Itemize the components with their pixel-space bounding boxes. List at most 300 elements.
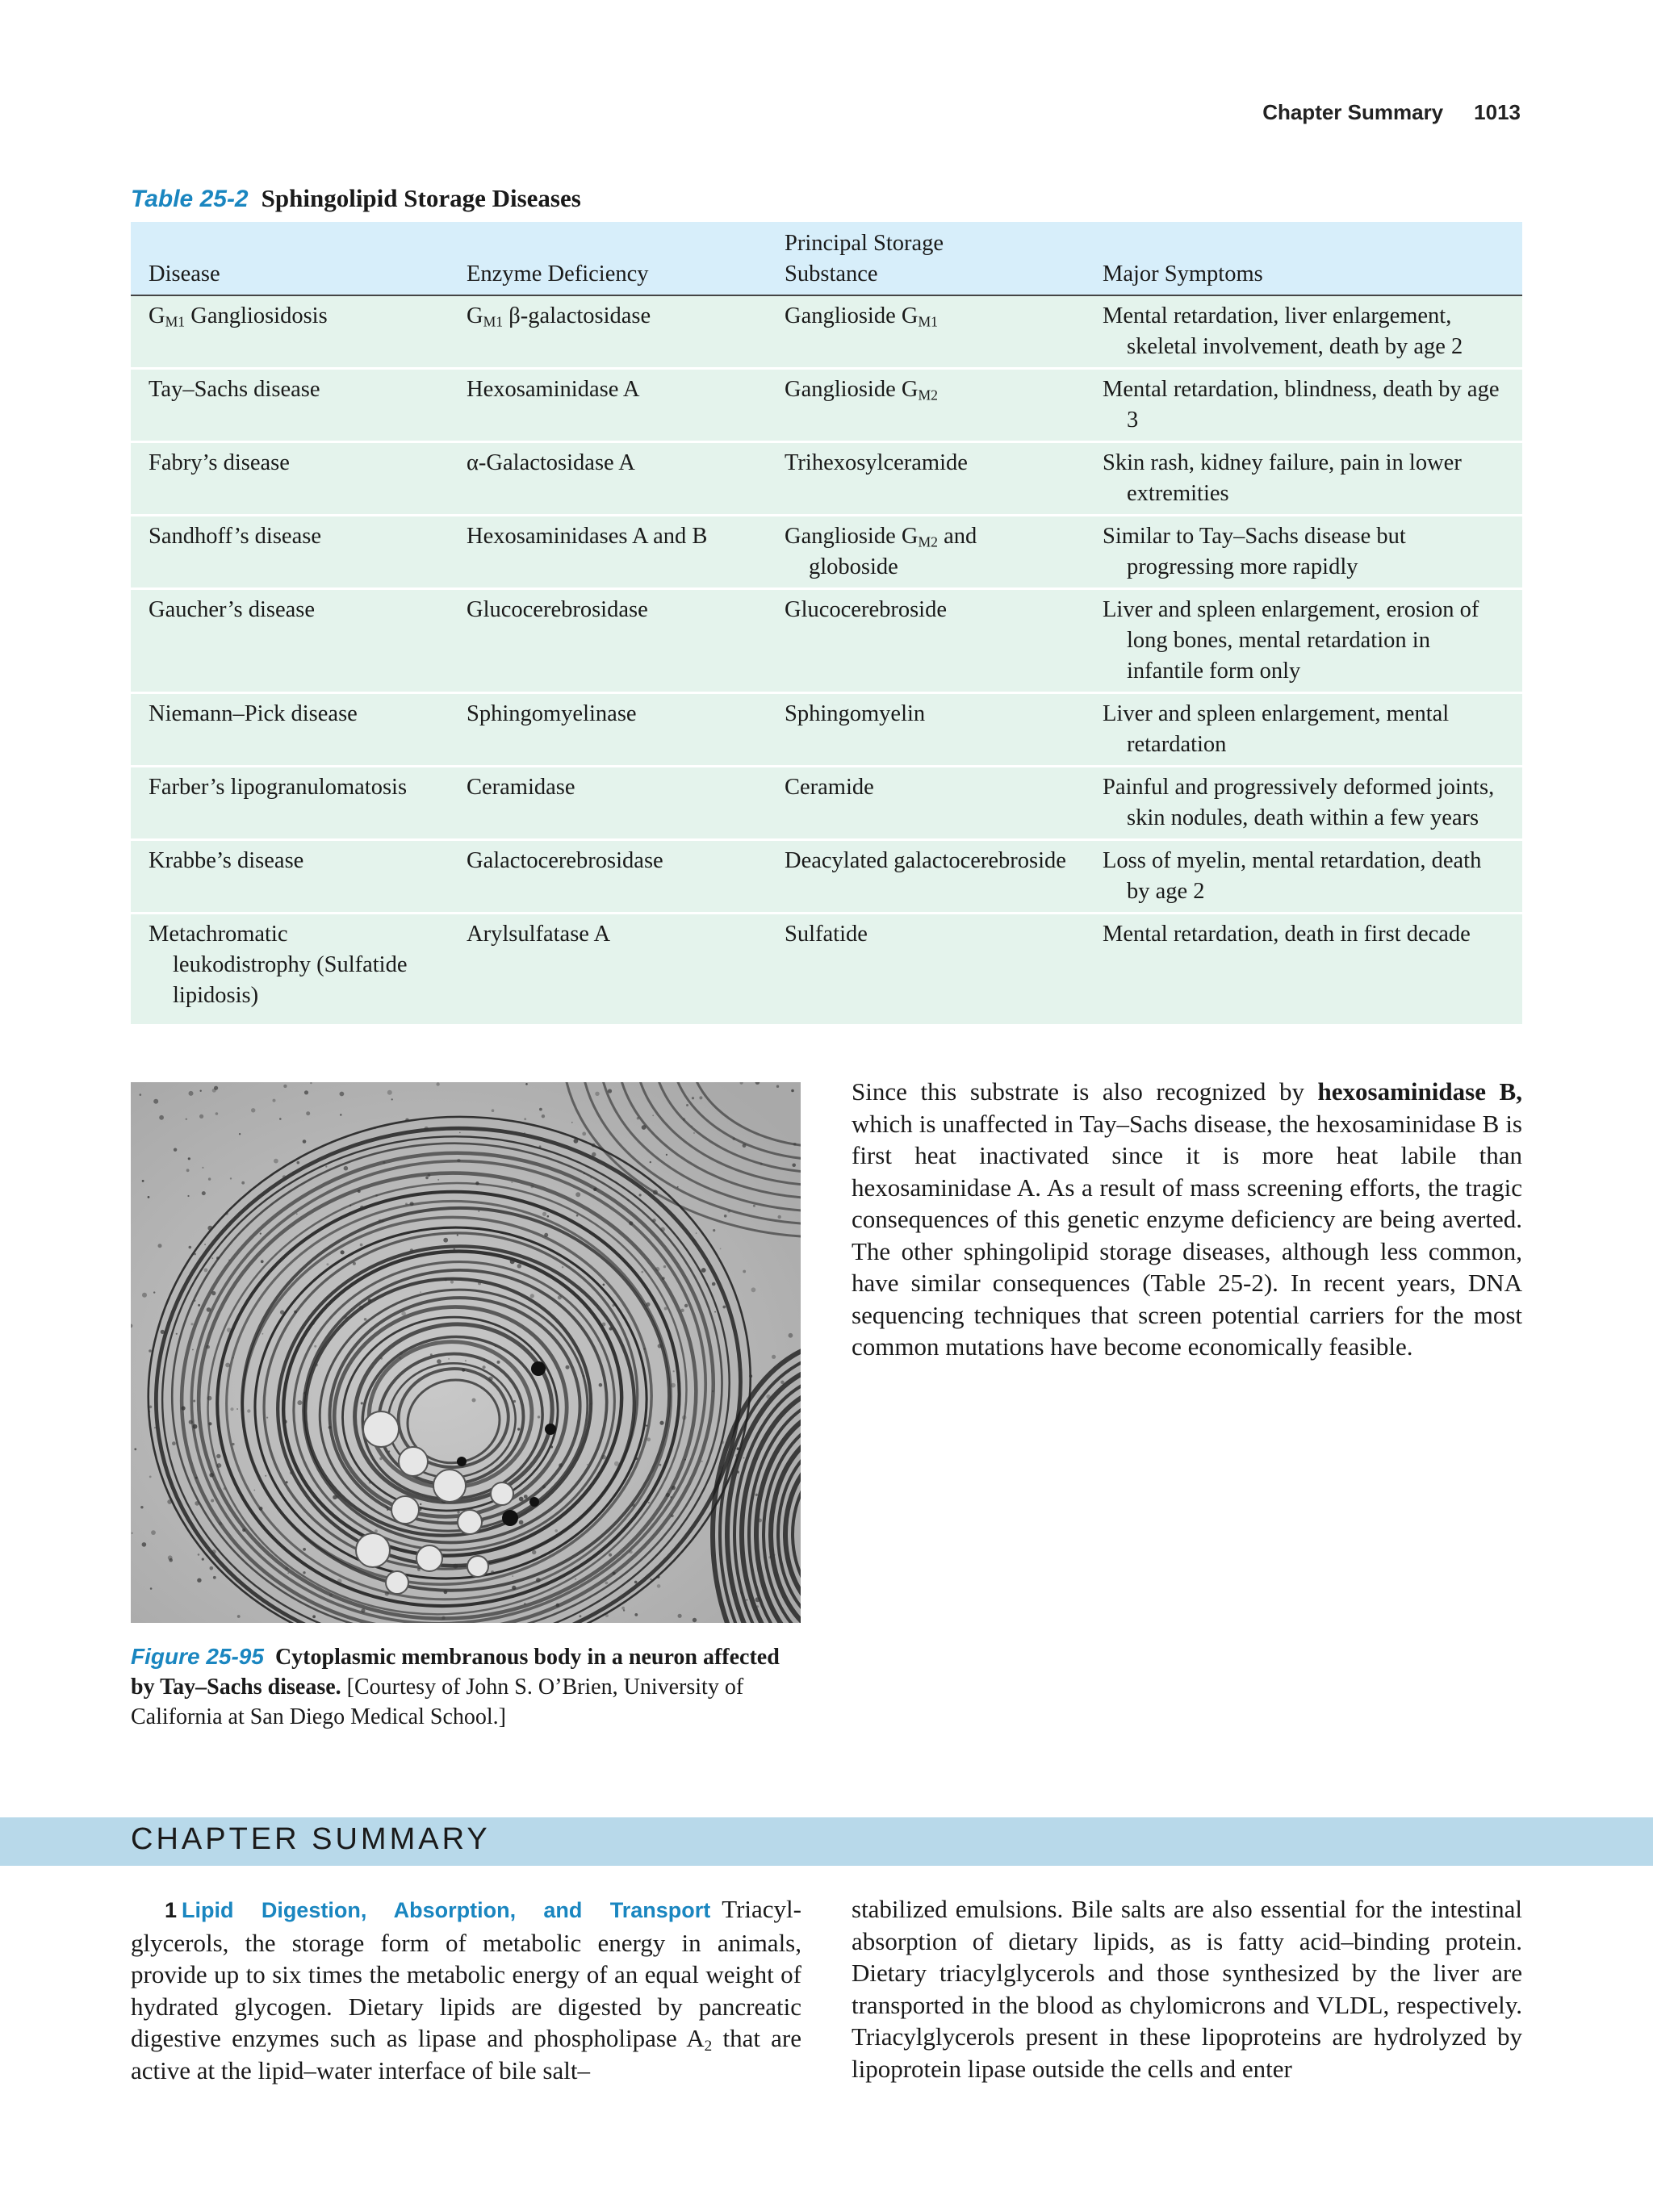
granule (287, 1572, 289, 1574)
granule (590, 1403, 592, 1405)
granule (666, 1154, 667, 1156)
granule (437, 1359, 441, 1364)
granule (340, 1092, 345, 1097)
granule (584, 1173, 585, 1174)
granule (187, 1195, 189, 1197)
granule (749, 1374, 752, 1378)
granule (612, 1304, 614, 1307)
granule (671, 1383, 676, 1388)
granule (340, 1114, 341, 1115)
granule (538, 1415, 540, 1418)
vesicle (491, 1482, 513, 1505)
granule (693, 1618, 697, 1622)
granule (544, 1233, 548, 1237)
granule (368, 1298, 371, 1302)
granule (587, 1464, 588, 1466)
granule (237, 1615, 241, 1618)
granule (680, 1309, 684, 1312)
granule (241, 1181, 245, 1185)
granule (279, 1118, 282, 1120)
cell-disease: Gaucher’s disease (131, 589, 449, 693)
granule (170, 1482, 174, 1485)
granule (186, 1119, 187, 1120)
granule (575, 1192, 580, 1197)
granule (655, 1267, 660, 1272)
granule (193, 1400, 195, 1403)
granule (149, 1476, 152, 1478)
granule (512, 1586, 516, 1590)
granule (479, 1211, 480, 1212)
granule (303, 1139, 307, 1144)
granule (174, 1148, 177, 1152)
granule (361, 1402, 363, 1404)
granule (306, 1111, 310, 1115)
granule (194, 1300, 195, 1302)
granule (310, 1082, 312, 1084)
granule (650, 1161, 651, 1163)
vesicle (467, 1556, 488, 1577)
summary-left-column: 1 Lipid Digestion, Absorption, and Transport Triacylglycerols, the storage form of metabolic energy in animals, provide up to six times the metabolic energy of an equal weight of hydrated glycogen. Dietary lipids are digested by pancreatic digestive enzymes such as lipase and phospholipase $A_2$ that are active at the lipid–water interface of bile salt– (131, 1895, 802, 2084)
granule (303, 1571, 305, 1574)
cell-substance: Ganglioside $G_{M2}$ (767, 369, 1085, 442)
cell-enzyme: Hexosaminidase A (449, 369, 767, 442)
cell-disease: Krabbe’s disease (131, 840, 449, 914)
granule (554, 1529, 558, 1533)
granule (341, 1250, 345, 1254)
granule (699, 1096, 702, 1099)
granule (312, 1615, 316, 1618)
granule (375, 1529, 378, 1533)
granule (211, 1549, 216, 1553)
granule (574, 1139, 579, 1144)
granule (261, 1260, 264, 1263)
granule (746, 1599, 747, 1601)
cell-disease: Niemann–Pick disease (131, 693, 449, 767)
summary-section-title: Lipid Digestion, Absorption, and Transport (182, 1898, 711, 1922)
granule (648, 1502, 650, 1503)
granule (151, 1530, 156, 1535)
granule (692, 1239, 696, 1243)
granule (642, 1125, 647, 1130)
granule (755, 1494, 758, 1496)
granule (609, 1327, 613, 1330)
granule (673, 1370, 675, 1372)
granule (575, 1579, 576, 1580)
granule (672, 1486, 676, 1490)
granule (194, 1253, 196, 1256)
sphingolipid-storage-table (131, 222, 1522, 1024)
granule (593, 1188, 596, 1191)
granule (202, 1558, 204, 1561)
granule (349, 1205, 351, 1206)
granule (297, 1161, 300, 1165)
granule (189, 1420, 193, 1424)
granule (208, 1422, 211, 1425)
granule (629, 1221, 633, 1225)
granule (296, 1213, 298, 1215)
granule (478, 1282, 481, 1285)
table-row (131, 767, 1522, 840)
granule (583, 1375, 585, 1378)
dense-granule (502, 1510, 518, 1526)
granule (168, 1555, 173, 1560)
granule (294, 1311, 297, 1314)
granule (691, 1126, 693, 1127)
granule (517, 1264, 521, 1268)
cell-substance: Glucocerebroside (767, 589, 1085, 693)
cell-enzyme: α-Galactosidase A (449, 442, 767, 516)
granule (232, 1443, 234, 1445)
cell-enzyme: Galactocerebrosidase (449, 840, 767, 914)
granule (219, 1522, 223, 1526)
granule (444, 1590, 448, 1594)
granule (262, 1333, 264, 1335)
granule (149, 1349, 152, 1353)
granule (513, 1400, 516, 1403)
granule (639, 1194, 642, 1196)
dense-granule (531, 1361, 546, 1376)
granule (634, 1613, 638, 1616)
granule (512, 1575, 513, 1577)
granule (388, 1450, 390, 1452)
granule (424, 1127, 429, 1131)
granule (228, 1260, 230, 1261)
granule (140, 1506, 143, 1508)
granule (225, 1363, 230, 1368)
granule (211, 1257, 213, 1259)
granule (303, 1548, 306, 1551)
cell-enzyme: Hexosaminidases A and B (449, 516, 767, 589)
cell-symptoms: Liver and spleen enlargement, erosion of long bones, mental retardation in infantile form only (1085, 589, 1522, 693)
granule (361, 1608, 365, 1612)
granule (592, 1144, 596, 1148)
granule (204, 1244, 206, 1245)
granule (658, 1344, 662, 1348)
granule (683, 1118, 685, 1120)
granule (195, 1477, 198, 1479)
granule (200, 1090, 202, 1092)
granule (190, 1323, 193, 1325)
granule (202, 1191, 206, 1195)
granule (678, 1614, 682, 1618)
granule (562, 1266, 563, 1268)
granule (450, 1280, 454, 1283)
granule (525, 1083, 528, 1085)
granule (207, 1226, 212, 1231)
granule (325, 1165, 327, 1167)
granule (374, 1127, 376, 1129)
granule (153, 1291, 155, 1293)
granule (443, 1238, 448, 1243)
header-substance-line2: Substance (785, 261, 878, 286)
cell-symptoms: Liver and spleen enlargement, mental retardation (1085, 693, 1522, 767)
table-row (131, 693, 1522, 767)
cell-disease: $G_{M1}$ Gangliosidosis (131, 295, 449, 369)
granule (190, 1272, 191, 1273)
granule (207, 1307, 211, 1312)
granule (778, 1215, 781, 1219)
header-enzyme: Enzyme Deficiency (449, 222, 767, 295)
granule (652, 1219, 655, 1222)
granule (739, 1369, 742, 1371)
granule (358, 1190, 361, 1193)
granule (511, 1181, 513, 1183)
granule (379, 1219, 382, 1223)
granule (682, 1415, 687, 1420)
granule (462, 1227, 464, 1229)
granule (315, 1363, 318, 1366)
granule (253, 1490, 255, 1491)
granule (380, 1357, 383, 1360)
granule (428, 1174, 431, 1177)
granule (148, 1196, 150, 1198)
granule (154, 1427, 156, 1428)
granule (743, 1144, 747, 1148)
vesicle (386, 1571, 408, 1594)
dense-granule (545, 1424, 556, 1435)
granule (247, 1409, 250, 1412)
header-substance-line1: Principal Storage (785, 231, 944, 256)
granule (182, 1406, 186, 1410)
granule (701, 1461, 703, 1462)
granule (251, 1108, 255, 1112)
granule (646, 1424, 647, 1426)
vesicle (433, 1470, 466, 1502)
granule (198, 1304, 200, 1307)
granule (189, 1246, 192, 1249)
micrograph-drawing (131, 1082, 801, 1623)
granule (737, 1447, 740, 1450)
granule (531, 1349, 533, 1350)
granule (735, 1453, 739, 1457)
granule (641, 1271, 643, 1273)
cell-disease: Farber’s lipogranulomatosis (131, 767, 449, 840)
granule (211, 1291, 216, 1295)
granule (282, 1420, 287, 1424)
cell-substance: Ganglioside $G_{M2}$ and globoside (767, 516, 1085, 589)
granule (722, 1472, 723, 1474)
granule (387, 1090, 392, 1095)
granule (142, 1542, 147, 1547)
granule (457, 1159, 460, 1162)
granule (684, 1459, 686, 1461)
granule (290, 1471, 293, 1474)
granule (530, 1185, 534, 1188)
granule (239, 1133, 241, 1135)
granule (150, 1587, 153, 1590)
granule (329, 1594, 333, 1597)
granule (605, 1582, 609, 1585)
cell-symptoms: Mental retardation, liver enlargement, skeletal involvement, death by age 2 (1085, 295, 1522, 369)
granule (387, 1509, 388, 1511)
cell-symptoms: Skin rash, kidney failure, pain in lower extremities (1085, 442, 1522, 516)
cell-enzyme: Glucocerebrosidase (449, 589, 767, 693)
granule (303, 1392, 306, 1395)
table-header-row (131, 222, 1522, 295)
granule (670, 1496, 672, 1499)
granule (686, 1104, 688, 1106)
granule (579, 1615, 581, 1617)
cell-substance: Trihexosylceramide (767, 442, 1085, 516)
cell-substance: Sphingomyelin (767, 693, 1085, 767)
granule (517, 1428, 520, 1430)
granule (383, 1161, 385, 1164)
granule (359, 1306, 364, 1311)
granule (369, 1481, 372, 1484)
granule (420, 1503, 421, 1505)
body-paragraph: Since this substrate is also recognized by hexosaminidase B, which is unaffected in Tay–Sachs disease, the hexosaminidase B is first heat inactivated since it is more heat labile than hexosaminidase A. As a result of mass screening efforts, the tragic consequences of this genetic enzyme deficiency are being averted. The other sphingolipid storage diseases, although less common, have similar consequences (Table 25-2). In recent years, DNA sequencing techniques that screen potential carriers for the most common mutations have become economically feasible. (852, 1077, 1522, 1361)
granule (536, 1578, 541, 1583)
granule (646, 1303, 650, 1307)
granule (285, 1566, 288, 1570)
granule (280, 1310, 284, 1314)
granule (510, 1259, 515, 1264)
granule (576, 1215, 579, 1217)
table-row (131, 589, 1522, 693)
granule (664, 1307, 667, 1311)
granule (186, 1169, 190, 1172)
granule (204, 1269, 208, 1273)
granule (382, 1219, 384, 1222)
granule (637, 1117, 639, 1119)
granule (657, 1575, 660, 1579)
granule (495, 1344, 497, 1347)
granule (743, 1270, 746, 1273)
granule (311, 1321, 315, 1325)
vesicle (356, 1533, 390, 1567)
granule (755, 1597, 760, 1602)
granule (666, 1493, 670, 1497)
granule (559, 1463, 563, 1467)
granule (197, 1579, 201, 1583)
granule (599, 1383, 603, 1387)
granule (524, 1495, 528, 1499)
granule (448, 1358, 450, 1360)
granule (651, 1579, 652, 1580)
granule (753, 1205, 755, 1207)
cell-enzyme: Arylsulfatase A (449, 914, 767, 1025)
granule (712, 1282, 716, 1286)
table-row (131, 295, 1522, 369)
granule (457, 1511, 459, 1513)
granule (379, 1457, 382, 1460)
granule (751, 1287, 756, 1292)
granule (210, 1566, 214, 1570)
granule (592, 1152, 596, 1156)
summary-right-column: stabilized emulsions. Bile salts are also essential for the intestinal absorption of dietary lipids, as is fatty acid–binding protein. Dietary triacylglycerols and those synthesized by the liver are transported in the blood as chylomicrons and VLDL, respectively. Triacylglycerols present in these lipoproteins are hydrolyzed by lipoprotein lipase outside the cells and enter (852, 1895, 1522, 2083)
granule (405, 1202, 408, 1205)
header-symptoms: Major Symptoms (1085, 222, 1522, 295)
granule (189, 1091, 194, 1096)
cell-substance: Ganglioside $G_{M1}$ (767, 295, 1085, 369)
cell-enzyme: Ceramidase (449, 767, 767, 840)
cell-substance: Ceramide (767, 767, 1085, 840)
granule (511, 1197, 514, 1200)
granule (195, 1501, 199, 1506)
granule (213, 1576, 216, 1579)
granule (344, 1166, 349, 1171)
granule (659, 1421, 663, 1425)
granule (142, 1180, 144, 1182)
granule (153, 1099, 158, 1104)
granule (720, 1248, 722, 1250)
granule (142, 1293, 147, 1298)
granule (539, 1145, 542, 1148)
summary-section-number: 1 (165, 1898, 178, 1922)
granule (632, 1503, 635, 1507)
granule (193, 1424, 198, 1429)
micrograph-image (131, 1082, 801, 1623)
cell-disease: Tay–Sachs disease (131, 369, 449, 442)
granule (760, 1163, 763, 1165)
granule (603, 1284, 605, 1286)
granule (524, 1132, 525, 1134)
cell-enzyme: Sphingomyelinase (449, 693, 767, 767)
granule (793, 1143, 797, 1146)
running-head-section: Chapter Summary (1262, 100, 1444, 124)
granule (758, 1519, 762, 1523)
granule (216, 1257, 220, 1260)
granule (608, 1089, 612, 1093)
granule (385, 1591, 389, 1595)
granule (202, 1167, 203, 1169)
granule (140, 1093, 142, 1096)
granule (609, 1553, 612, 1557)
table-row (131, 914, 1522, 1025)
cell-symptoms: Mental retardation, death in first decade (1085, 914, 1522, 1025)
granule (420, 1291, 421, 1293)
vesicle (399, 1447, 428, 1476)
granule (660, 1227, 665, 1232)
granule (483, 1359, 485, 1361)
granule (659, 1464, 662, 1466)
granule (260, 1233, 262, 1235)
granule (756, 1605, 759, 1608)
cell-enzyme: $G_{M1}$ β-galactosidase (449, 295, 767, 369)
granule (488, 1377, 493, 1382)
granule (623, 1609, 625, 1611)
granule (188, 1157, 190, 1160)
granule (410, 1248, 413, 1252)
granule (792, 1164, 796, 1168)
granule (542, 1485, 546, 1488)
granule (273, 1099, 276, 1102)
granule (713, 1229, 715, 1231)
granule (314, 1345, 316, 1348)
granule (773, 1554, 775, 1556)
granule (547, 1215, 550, 1218)
granule (265, 1475, 266, 1477)
table-label: Table 25-2 (131, 186, 249, 212)
granule (441, 1616, 445, 1619)
running-head (1262, 100, 1521, 125)
granule (621, 1607, 625, 1610)
granule (733, 1138, 735, 1140)
granule (259, 1507, 263, 1511)
granule (242, 1528, 245, 1532)
granule (519, 1497, 524, 1502)
granule (780, 1381, 784, 1384)
granule (789, 1333, 793, 1338)
granule (192, 1349, 194, 1351)
granule (530, 1294, 534, 1298)
vesicle (391, 1496, 419, 1524)
granule (497, 1361, 500, 1364)
granule (211, 1499, 214, 1503)
granule (519, 1520, 524, 1525)
granule (701, 1268, 706, 1273)
granule (232, 1357, 234, 1359)
